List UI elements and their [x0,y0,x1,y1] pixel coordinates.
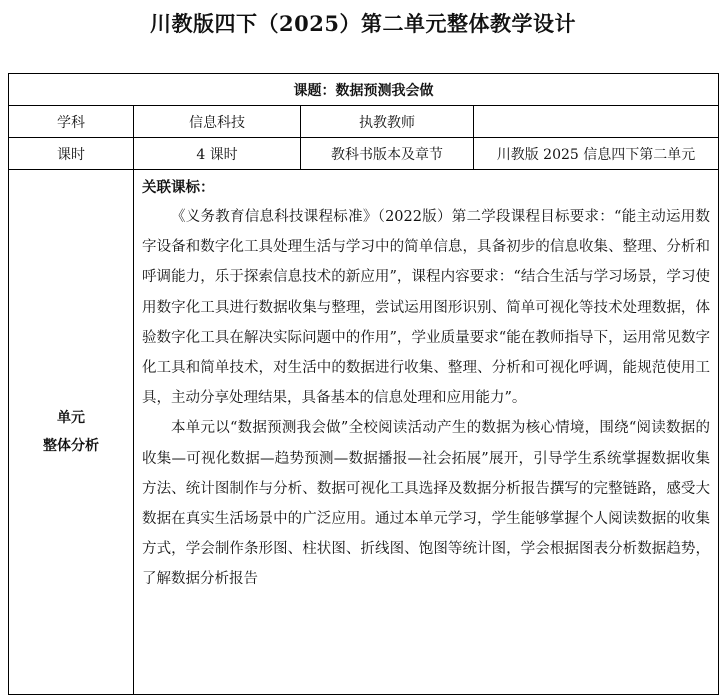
document-title: 川教版四下（2025）第二单元整体教学设计 [150,11,576,36]
standards-paragraph: 《义务教育信息科技课程标准》（2022版）第二学段课程目标要求：“能主动运用数字设备和数字化工具处理生活与学习中的简单信息，具备初步的信息收集、整理、分析和呼调能力，乐于探索信息技术的新应用”，课程内容要求：“结合生活与学习场景，学习使用数字化工具进行数据收集与整理，尝试运用图形识别、简单可视化等技术处理数据，体验数字化工具在解决实际问题中的作用”，学业质量要求“能在教师指导下，运用常见数字化工具和简单技术，对生活中的数据进行收集、整理、分析和可视化呼调，能规范使用工具，主动分享处理结果，具备基本的信息处理和应用能力”。 [142,209,710,407]
unit-analysis-label [9,170,134,695]
course-title: 课题：数据预测我会做 [9,74,719,106]
hours-label: 课时 [9,138,134,170]
unit-overview-paragraph: 本单元以“数据预测我会做”全校阅读活动产生的数据为核心情境，围绕“阅读数据的收集—可视化数据—趋势预测—数据播报—社会拓展”展开，引导学生系统掌握数据收集方法、统计图制作与分析、数据可视化工具选择及数据分析报告撰写的完整链路，感受大数据在真实生活场景中的广泛应用。通过本单元学习，学生能够掌握个人阅读数据的收集方式，学会制作条形图、柱状图、折线图、饱图等统计图，学会根据图表分析数据趋势，了解数据分析报告 [142,420,710,588]
teacher-label: 执教教师 [301,106,474,138]
unit-analysis-label-line2: 整体分析 [43,438,99,454]
lesson-plan-table [8,73,719,695]
unit-analysis-content [134,170,719,695]
teacher-value [474,106,719,138]
unit-analysis-label-line1: 单元 [57,410,85,426]
textbook-value: 川教版 2025 信息四下第二单元 [474,138,719,170]
subject-value: 信息科技 [134,106,301,138]
standards-heading: 关联课标： [142,179,215,196]
textbook-label: 教科书版本及章节 [301,138,474,170]
subject-label: 学科 [9,106,134,138]
hours-value: 4 课时 [134,138,301,170]
